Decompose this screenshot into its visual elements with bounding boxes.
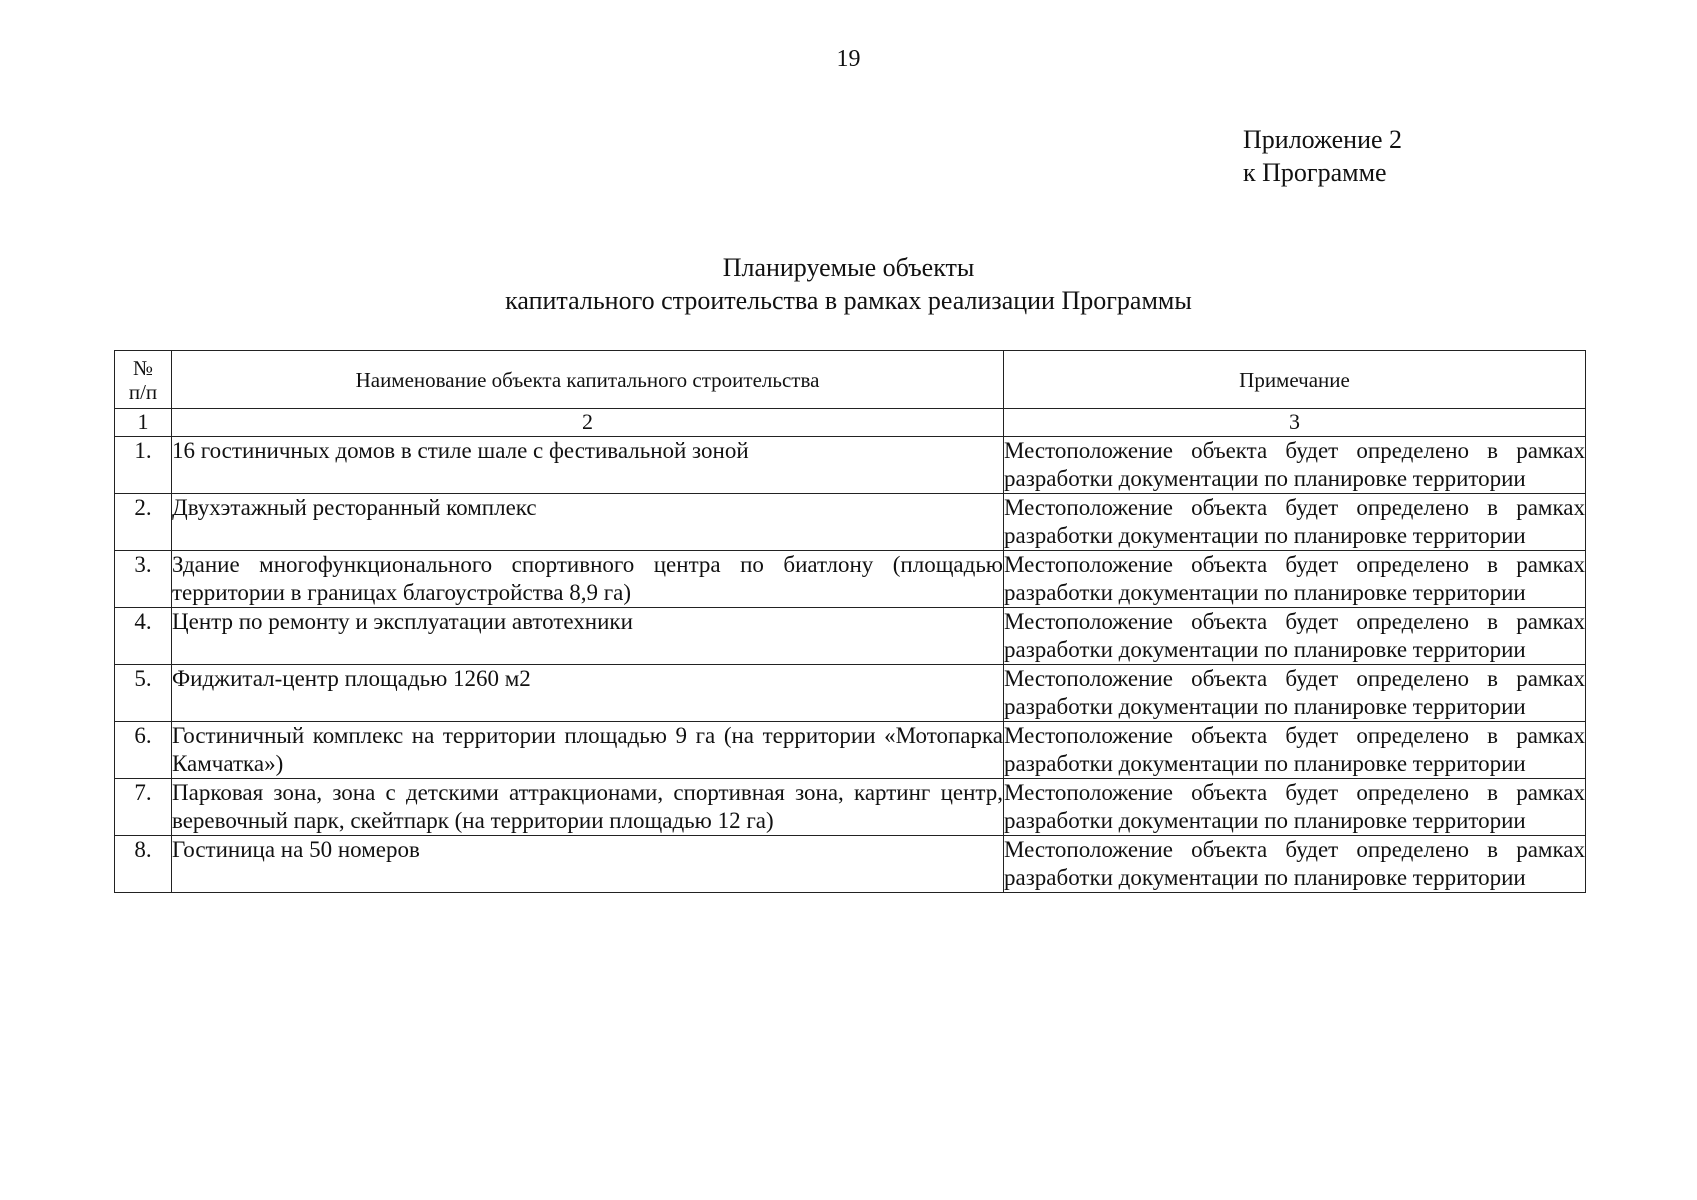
appendix-line-2: к Программе <box>1243 158 1387 187</box>
column-index: 3 <box>1004 409 1586 437</box>
row-number: 7. <box>115 779 172 836</box>
object-note: Местоположение объекта будет определено в рамках разработки документации по планировке территории <box>1004 722 1586 779</box>
appendix-label <box>1243 123 1402 189</box>
table-row <box>115 437 1586 494</box>
row-number: 8. <box>115 836 172 893</box>
capital-objects-table <box>114 350 1586 893</box>
header-number <box>115 351 172 409</box>
object-name: Парковая зона, зона с детскими аттракционами, спортивная зона, картинг центр, веревочный парк, скейтпарк (на территории площадью 12 га) <box>172 779 1004 836</box>
document-title <box>0 251 1697 317</box>
table-header-row <box>115 351 1586 409</box>
object-note: Местоположение объекта будет определено в рамках разработки документации по планировке территории <box>1004 836 1586 893</box>
column-index-row <box>115 409 1586 437</box>
column-index: 2 <box>172 409 1004 437</box>
page-number: 19 <box>836 46 861 72</box>
object-note: Местоположение объекта будет определено в рамках разработки документации по планировке территории <box>1004 494 1586 551</box>
object-note: Местоположение объекта будет определено в рамках разработки документации по планировке территории <box>1004 608 1586 665</box>
object-name: Гостиничный комплекс на территории площадью 9 га (на территории «Мотопарка Камчатка») <box>172 722 1004 779</box>
table-row <box>115 722 1586 779</box>
object-note: Местоположение объекта будет определено в рамках разработки документации по планировке территории <box>1004 665 1586 722</box>
title-line-1: Планируемые объекты <box>722 253 975 282</box>
object-name: Здание многофункционального спортивного центра по биатлону (площадью территории в границах благоустройства 8,9 га) <box>172 551 1004 608</box>
header-note: Примечание <box>1004 351 1586 409</box>
header-object-name: Наименование объекта капитального строительства <box>172 351 1004 409</box>
table-row <box>115 494 1586 551</box>
table-row <box>115 608 1586 665</box>
row-number: 1. <box>115 437 172 494</box>
row-number: 2. <box>115 494 172 551</box>
row-number: 5. <box>115 665 172 722</box>
column-index: 1 <box>115 409 172 437</box>
header-number-symbol: № <box>132 355 154 380</box>
object-name: 16 гостиничных домов в стиле шале с фестивальной зоной <box>172 437 1004 494</box>
object-name: Центр по ремонту и эксплуатации автотехники <box>172 608 1004 665</box>
appendix-line-1: Приложение 2 <box>1243 125 1403 154</box>
object-name: Гостиница на 50 номеров <box>172 836 1004 893</box>
object-name: Двухэтажный ресторанный комплекс <box>172 494 1004 551</box>
table-row <box>115 665 1586 722</box>
header-number-abbrev: п/п <box>128 379 158 404</box>
object-note: Местоположение объекта будет определено в рамках разработки документации по планировке территории <box>1004 779 1586 836</box>
object-note: Местоположение объекта будет определено в рамках разработки документации по планировке территории <box>1004 437 1586 494</box>
row-number: 6. <box>115 722 172 779</box>
row-number: 4. <box>115 608 172 665</box>
object-name: Фиджитал-центр площадью 1260 м2 <box>172 665 1004 722</box>
table-row <box>115 779 1586 836</box>
table-row <box>115 551 1586 608</box>
table-row <box>115 836 1586 893</box>
row-number: 3. <box>115 551 172 608</box>
object-note: Местоположение объекта будет определено в рамках разработки документации по планировке территории <box>1004 551 1586 608</box>
title-line-2: капитального строительства в рамках реализации Программы <box>505 286 1192 315</box>
